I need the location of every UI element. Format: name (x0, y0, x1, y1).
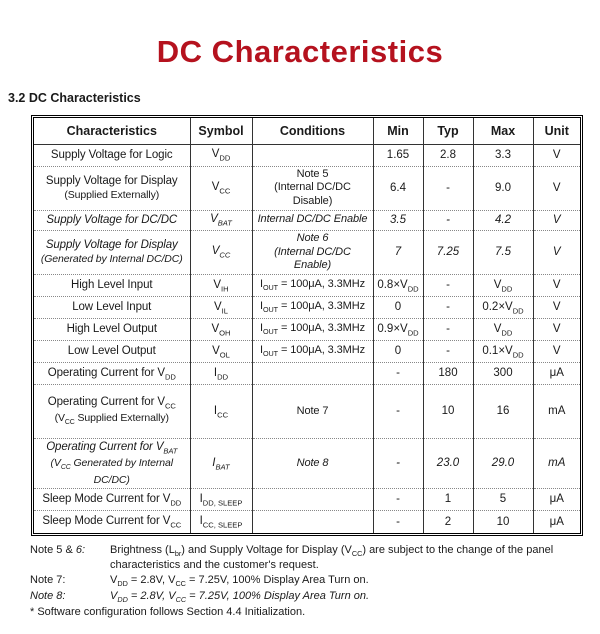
cell-max: $V_{DD}$ (473, 319, 533, 341)
cell-characteristics: Operating Current for $V_{BAT}$ ($V_{CC}$ Generated by Internal DC/DC) (34, 439, 190, 489)
cell-typ: 1 (423, 489, 473, 511)
note-label: Note 5 & 6: (30, 543, 86, 556)
cell-typ: - (423, 166, 473, 210)
column-header: Conditions (252, 118, 373, 144)
cell-conditions: Note 6 (Internal DC/DC Enable) (252, 230, 373, 274)
note (30, 589, 586, 605)
cell-symbol: $V_{CC}$ (190, 230, 252, 274)
table-row (34, 511, 580, 533)
column-header: Characteristics (34, 118, 190, 144)
cell-unit: V (533, 319, 580, 341)
cell-min: 1.65 (373, 144, 423, 166)
cell-min: - (373, 385, 423, 439)
cell-conditions (252, 144, 373, 166)
cell-conditions: $I_{OUT} = 100\mu A$, 3.3MHz (252, 319, 373, 341)
cell-min: - (373, 439, 423, 489)
column-header: Symbol (190, 118, 252, 144)
cell-conditions: Internal DC/DC Enable (252, 210, 373, 230)
cell-min: $0.9\times V_{DD}$ (373, 319, 423, 341)
cell-unit: V (533, 275, 580, 297)
cell-max: 4.2 (473, 210, 533, 230)
cell-typ: - (423, 297, 473, 319)
cell-symbol: $V_{CC}$ (190, 166, 252, 210)
cell-typ: 10 (423, 385, 473, 439)
cell-typ: 7.25 (423, 230, 473, 274)
cell-symbol: $I_{BAT}$ (190, 439, 252, 489)
table-row (34, 385, 580, 439)
cell-conditions: Note 5 (Internal DC/DC Disable) (252, 166, 373, 210)
note-text: * Software configuration follows Section 4.4 Initialization. (30, 605, 306, 618)
cell-characteristics: Operating Current for $V_{DD}$ (34, 363, 190, 385)
cell-max: 9.0 (473, 166, 533, 210)
cell-unit: μA (533, 511, 580, 533)
cell-max: $0.1\times V_{DD}$ (473, 341, 533, 363)
cell-symbol: $I_{CC}$ (190, 385, 252, 439)
section-heading: 3.2 DC Characteristics (8, 91, 141, 105)
cell-characteristics: Supply Voltage for Display (Supplied Externally) (34, 166, 190, 210)
cell-min: - (373, 511, 423, 533)
cell-min: 7 (373, 230, 423, 274)
table-row (34, 230, 580, 274)
table-row (34, 341, 580, 363)
cell-min: 3.5 (373, 210, 423, 230)
column-header: Max (473, 118, 533, 144)
cell-unit: V (533, 341, 580, 363)
cell-characteristics: Sleep Mode Current for $V_{DD}$ (34, 489, 190, 511)
cell-unit: V (533, 166, 580, 210)
cell-unit: V (533, 297, 580, 319)
cell-max: $0.2\times V_{DD}$ (473, 297, 533, 319)
column-header: Typ (423, 118, 473, 144)
cell-typ: 23.0 (423, 439, 473, 489)
cell-typ: - (423, 341, 473, 363)
cell-max: 3.3 (473, 144, 533, 166)
cell-min: - (373, 489, 423, 511)
cell-symbol: $V_{OH}$ (190, 319, 252, 341)
cell-min: - (373, 363, 423, 385)
cell-unit: mA (533, 385, 580, 439)
note-text: $V_{DD} = 2.8V$, $V_{CC} = 7.25V$, 100% Display Area Turn on. (110, 589, 370, 604)
table-header-row (34, 118, 580, 144)
cell-unit: μA (533, 489, 580, 511)
cell-unit: V (533, 230, 580, 274)
cell-max: $V_{DD}$ (473, 275, 533, 297)
cell-max: 10 (473, 511, 533, 533)
cell-conditions: $I_{OUT} = 100\mu A$, 3.3MHz (252, 275, 373, 297)
note-label: Note 7: (30, 573, 66, 586)
cell-max: 16 (473, 385, 533, 439)
cell-symbol: $V_{BAT}$ (190, 210, 252, 230)
cell-conditions (252, 511, 373, 533)
table-row (34, 489, 580, 511)
cell-symbol: $I_{CC, SLEEP}$ (190, 511, 252, 533)
cell-characteristics: High Level Output (34, 319, 190, 341)
cell-typ: - (423, 210, 473, 230)
notes (30, 543, 586, 620)
table-row (34, 166, 580, 210)
cell-conditions (252, 363, 373, 385)
cell-characteristics: Sleep Mode Current for $V_{CC}$ (34, 511, 190, 533)
cell-typ: 2.8 (423, 144, 473, 166)
cell-max: 300 (473, 363, 533, 385)
cell-symbol: $I_{DD, SLEEP}$ (190, 489, 252, 511)
cell-characteristics: Operating Current for $V_{CC}$ ($V_{CC}$ Supplied Externally) (34, 385, 190, 439)
cell-typ: - (423, 319, 473, 341)
note-text: Brightness $(L_{br})$ and Supply Voltage for Display $(V_{CC})$ are subject to the change of the panel characteristics and the customer's request. (110, 543, 554, 572)
cell-characteristics: High Level Input (34, 275, 190, 297)
dc-characteristics-table (31, 115, 583, 536)
cell-max: 5 (473, 489, 533, 511)
table-row (34, 275, 580, 297)
cell-conditions: $I_{OUT} = 100\mu A$, 3.3MHz (252, 341, 373, 363)
note (30, 605, 586, 620)
spec-table (34, 118, 580, 533)
cell-unit: V (533, 144, 580, 166)
cell-unit: V (533, 210, 580, 230)
table-row (34, 363, 580, 385)
table-row (34, 319, 580, 341)
cell-min: $0.8\times V_{DD}$ (373, 275, 423, 297)
datasheet-page (0, 34, 600, 619)
cell-characteristics: Supply Voltage for Logic (50, 148, 173, 161)
table-row (34, 439, 580, 489)
cell-typ: 2 (423, 511, 473, 533)
table-row (34, 297, 580, 319)
cell-characteristics: Low Level Output (34, 341, 190, 363)
cell-symbol: $I_{DD}$ (190, 363, 252, 385)
note (30, 543, 586, 573)
cell-conditions (252, 489, 373, 511)
table-body (34, 144, 580, 533)
cell-symbol: $V_{IL}$ (190, 297, 252, 319)
cell-conditions: Note 7 (252, 385, 373, 439)
cell-min: 6.4 (373, 166, 423, 210)
cell-symbol: $V_{IH}$ (190, 275, 252, 297)
cell-max: 7.5 (473, 230, 533, 274)
cell-symbol: $V_{DD}$ (190, 144, 252, 166)
cell-unit: mA (533, 439, 580, 489)
cell-min: 0 (373, 341, 423, 363)
cell-characteristics: Low Level Input (34, 297, 190, 319)
cell-conditions: $I_{OUT} = 100\mu A$, 3.3MHz (252, 297, 373, 319)
table-row (34, 210, 580, 230)
column-header: Unit (533, 118, 580, 144)
cell-characteristics: Supply Voltage for DC/DC (34, 210, 190, 230)
note (30, 573, 586, 589)
cell-conditions: Note 8 (252, 439, 373, 489)
cell-characteristics: Supply Voltage for Display (Generated by Internal DC/DC) (34, 230, 190, 274)
cell-max: 29.0 (473, 439, 533, 489)
cell-unit: μA (533, 363, 580, 385)
column-header: Min (373, 118, 423, 144)
cell-typ: - (423, 275, 473, 297)
page-title: DC Characteristics (156, 34, 444, 69)
cell-symbol: $V_{OL}$ (190, 341, 252, 363)
note-label: Note 8: (30, 589, 66, 602)
note-text: $V_{DD} = 2.8V$, $V_{CC} = 7.25V$, 100% Display Area Turn on. (110, 573, 369, 589)
cell-min: 0 (373, 297, 423, 319)
cell-typ: 180 (423, 363, 473, 385)
table-row (34, 144, 580, 166)
